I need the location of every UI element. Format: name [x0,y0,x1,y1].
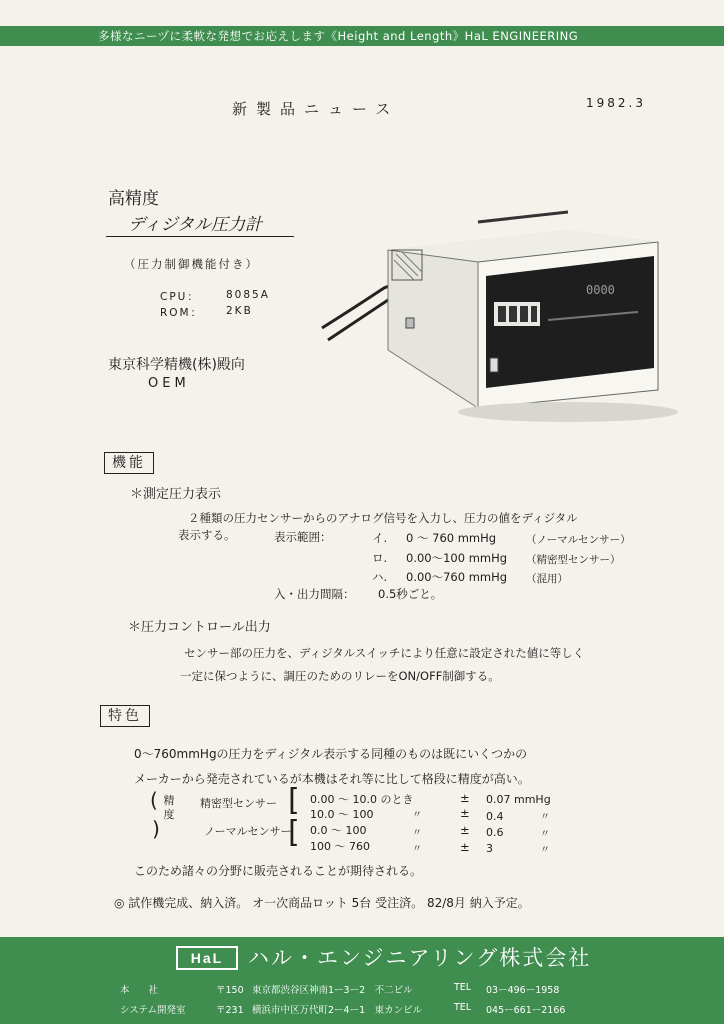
row-2-tol: ± [460,806,470,820]
range-1-note: （ノーマルセンサー） [526,534,631,546]
row-1-tol: ± [460,791,470,805]
features-body-2: メーカーから発売されているが本機はそれ等に比して格段に精度が高い。 [134,772,530,786]
range-2-note: （精密型センサー） [526,554,621,566]
row-3-unit: 〃 [540,829,550,840]
features-label: 特色 [100,705,150,727]
subtitle: （圧力制御機能付き） [124,257,259,271]
row-3-tol: ± [460,823,470,837]
function-2-title: ＊圧力コントロール出力 [128,620,271,635]
precision-sensor-label: 精密型センサー [200,797,277,810]
range-3-note: （混用） [526,573,568,585]
hq-label: 本 社 [120,985,159,996]
dev-tel: 045ー661ー2166 [486,1005,566,1016]
function-1-body-2: 表示する。 [178,528,236,542]
row-3-range: 0.0 ～ 100 [310,824,367,837]
status-line: ◎ 試作機完成、納入済。 オ一次商品ロット 5台 受注済。 82/8月 納入予定。 [114,896,530,910]
row-1-range: 0.00 ～ 10.0 のとき [310,793,414,806]
row-4-value: 3 [486,842,493,855]
interval-label: 入・出力間隔： [274,587,355,601]
hq-zip: 〒150 [216,985,244,996]
range-2-value: 0.00～100 mmHg [406,551,508,565]
range-3-id: ハ. [372,570,388,584]
footer-band [0,937,724,1024]
title-underline [106,236,294,237]
title-line-2: ディジタル圧力計 [128,215,262,235]
hq-address: 東京都渋谷区神南1ー3ー2 不二ビル [252,985,413,996]
row-4-mark: 〃 [412,844,422,855]
title-line-1: 高精度 [108,189,159,209]
banner-text: 多様なニーヅに柔軟な発想でお応えします《Height and Length》HaL ENGINEERING [98,29,579,43]
row-3-mark: 〃 [412,828,422,839]
page-heading: 新製品ニュース [232,100,400,118]
hq-tel: 03ー496ー1958 [486,985,560,996]
oem-label: OEM [148,376,190,391]
row-3-value: 0.6 [486,826,504,839]
cpu-label: CPU： [160,291,200,303]
cpu-value: 8085A [226,289,270,301]
normal-bracket: [ [288,815,300,850]
top-banner [0,26,724,46]
function-2-body-1: センサー部の圧力を、ディジタルスイッチにより任意に設定された値に等しく [184,646,585,660]
row-1-value: 0.07 mmHg [486,793,551,806]
hal-logo: HaL [176,946,238,970]
features-closing: このため諸々の分野に販売されることが期待される。 [134,864,423,878]
dev-zip: 〒231 [216,1005,244,1016]
range-label: 表示範囲： [274,530,332,544]
dev-tel-label: TEL [454,1002,472,1013]
row-4-range: 100 ～ 760 [310,840,370,853]
interval-value: 0.5秒ごと。 [378,587,443,601]
function-1-body-1: ２種類の圧力センサーからのアナログ信号を入力し、圧力の値をディジタル [188,511,578,525]
normal-sensor-label: ノーマルセンサー [204,825,292,838]
dev-address: 横浜市中区万代町2ー4ー1 東カンビル [252,1005,423,1016]
range-1-id: イ. [372,531,388,545]
product-photo [318,190,684,428]
hq-tel-label: TEL [454,982,472,993]
precision-paren-open: ( [150,788,158,812]
function-1-title: ＊測定圧力表示 [130,487,222,502]
client-name: 東京科学精機(株)殿向 [108,357,245,373]
svg-text:0000: 0000 [586,283,615,297]
row-4-tol: ± [460,840,470,854]
issue-date: 1982.3 [586,96,646,110]
row-2-value: 0.4 [486,810,504,823]
range-1-value: 0 ～ 760 mmHg [406,531,497,545]
row-4-unit: 〃 [540,845,550,856]
function-2-body-2: 一定に保つように、調圧のためのリレーをON/OFF制御する。 [180,669,500,683]
functions-label: 機能 [104,452,154,474]
rom-label: ROM： [160,307,204,319]
company-name: ハル・エンジニアリング株式会社 [248,946,592,970]
precision-paren-close: ( [152,818,160,842]
row-2-range: 10.0 ～ 100 [310,808,374,821]
range-2-id: ロ. [372,551,388,565]
dev-office-label: システム開発室 [120,1005,186,1016]
row-2-unit: 〃 [540,812,550,823]
row-2-mark: 〃 [412,810,422,821]
features-body-1: 0～760mmHgの圧力をディジタル表示する同種のものは既にいくつかの [134,747,528,761]
precision-label: 精度 [163,794,175,821]
range-3-value: 0.00～760 mmHg [406,570,508,584]
rom-value: 2KB [226,305,253,317]
precision-bracket: [ [288,783,300,818]
